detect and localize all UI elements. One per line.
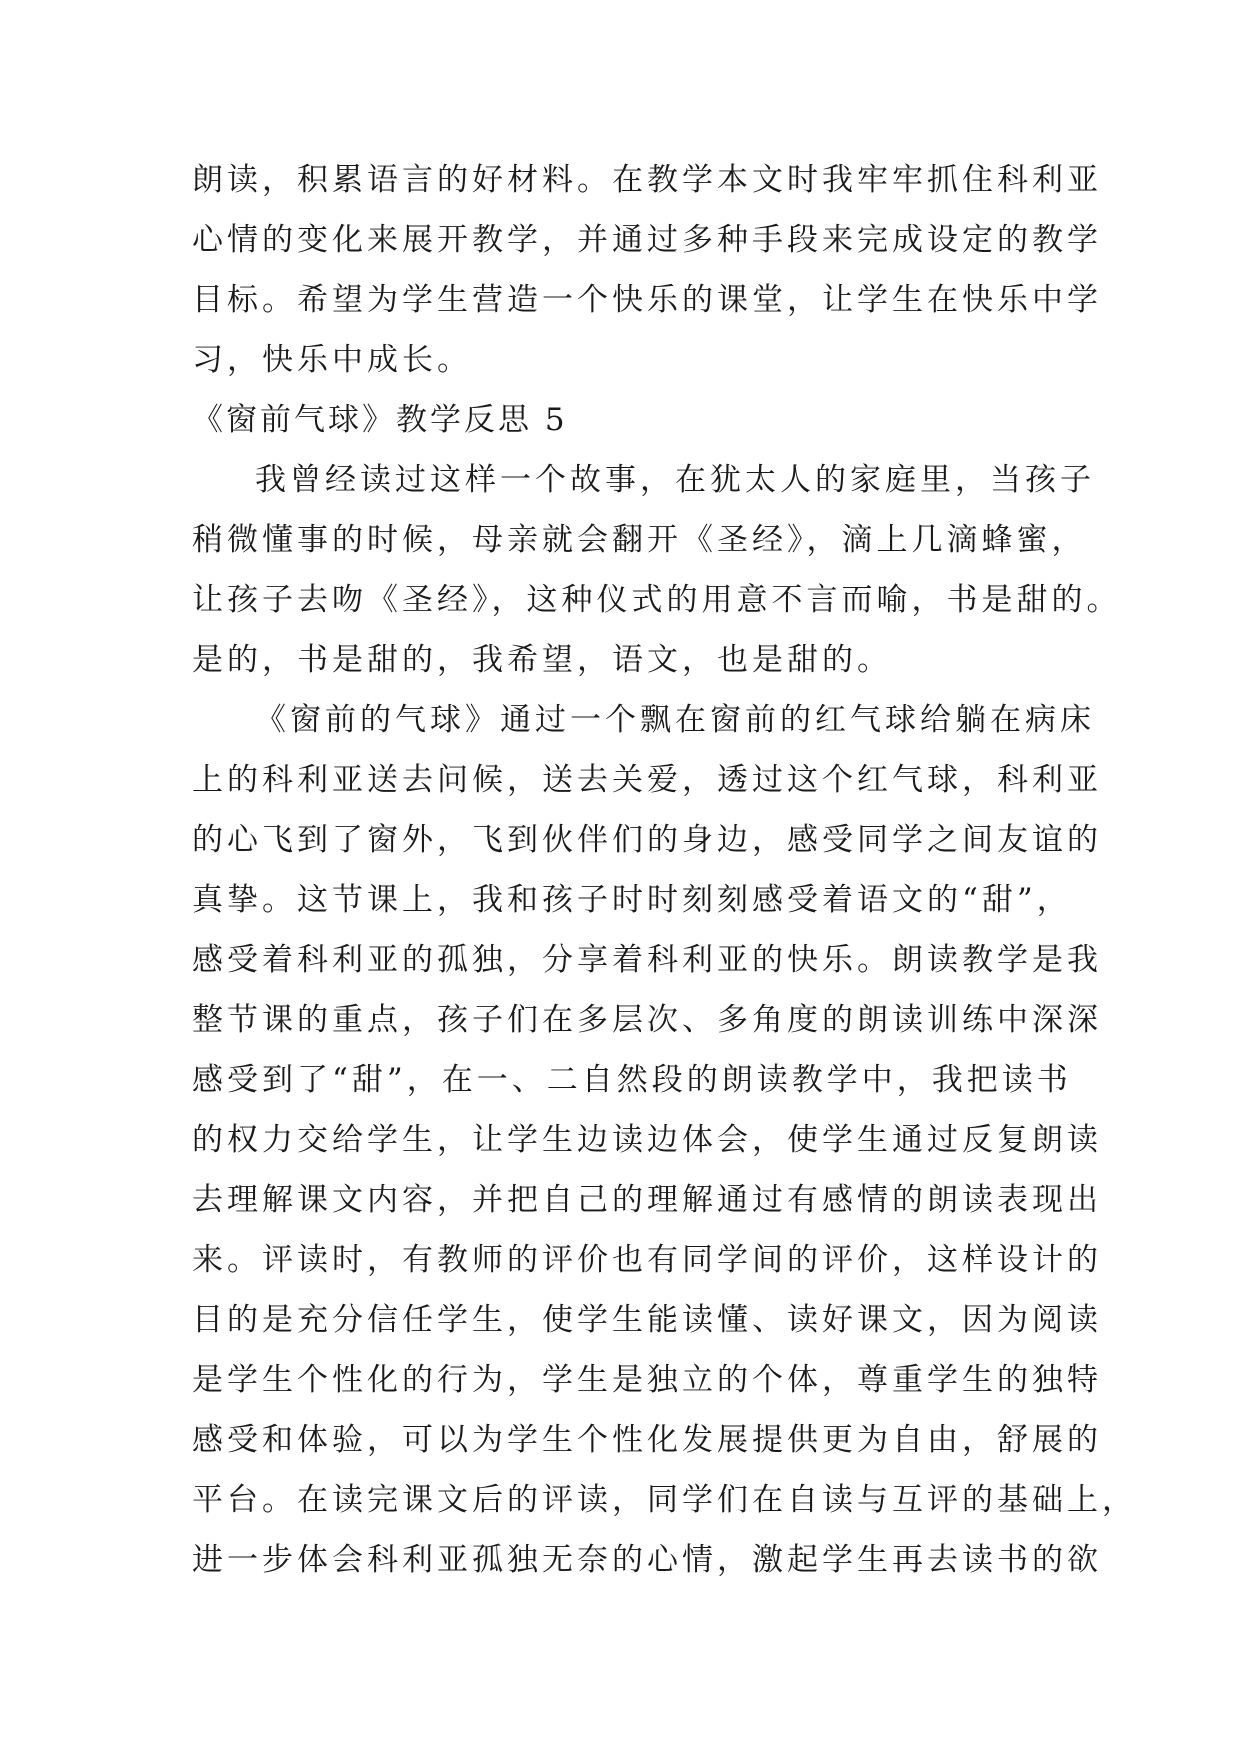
text-line: 心情的变化来展开教学，并通过多种手段来完成设定的教学 <box>192 222 1102 258</box>
text-line: 感受着科利亚的孤独，分享着科利亚的快乐。朗读教学是我 <box>192 942 1102 978</box>
text-line: 让孩子去吻《圣经》，这种仪式的用意不言而喻，书是甜的。 <box>192 582 1122 618</box>
section-title: 《窗前气球》教学反思 5 <box>192 402 568 438</box>
text-line: 真挚。这节课上，我和孩子时时刻刻感受着语文的“甜”， <box>192 882 1072 918</box>
document-body <box>192 150 1137 1590</box>
text-line: 进一步体会科利亚孤独无奈的心情，激起学生再去读书的欲 <box>192 1542 1102 1578</box>
text-line: 《窗前的气球》通过一个飘在窗前的红气球给躺在病床 <box>255 702 1095 738</box>
text-line: 的心飞到了窗外，飞到伙伴们的身边，感受同学之间友谊的 <box>192 822 1102 858</box>
text-line: 感受和体验，可以为学生个性化发展提供更为自由，舒展的 <box>192 1422 1102 1458</box>
text-line: 感受到了“甜”，在一、二自然段的朗读教学中，我把读书 <box>192 1062 1072 1098</box>
text-line: 平台。在读完课文后的评读，同学们在自读与互评的基础上， <box>192 1482 1137 1518</box>
text-line: 目的是充分信任学生，使学生能读懂、读好课文，因为阅读 <box>192 1302 1102 1338</box>
text-line: 去理解课文内容，并把自己的理解通过有感情的朗读表现出 <box>192 1182 1102 1218</box>
text-line: 目标。希望为学生营造一个快乐的课堂，让学生在快乐中学 <box>192 282 1102 318</box>
text-line: 是的，书是甜的，我希望，语文，也是甜的。 <box>192 642 892 678</box>
text-line: 稍微懂事的时候，母亲就会翻开《圣经》，滴上几滴蜂蜜， <box>192 522 1087 558</box>
text-line: 朗读，积累语言的好材料。在教学本文时我牢牢抓住科利亚 <box>192 162 1102 198</box>
text-line: 上的科利亚送去问候，送去关爱，透过这个红气球，科利亚 <box>192 762 1102 798</box>
text-line: 是学生个性化的行为，学生是独立的个体，尊重学生的独特 <box>192 1362 1102 1398</box>
text-line: 的权力交给学生，让学生边读边体会，使学生通过反复朗读 <box>192 1122 1102 1158</box>
text-line: 来。评读时，有教师的评价也有同学间的评价，这样设计的 <box>192 1242 1102 1278</box>
text-line: 整节课的重点，孩子们在多层次、多角度的朗读训练中深深 <box>192 1002 1102 1038</box>
text-line: 习，快乐中成长。 <box>192 342 472 378</box>
text-line: 我曾经读过这样一个故事，在犹太人的家庭里，当孩子 <box>255 462 1095 498</box>
